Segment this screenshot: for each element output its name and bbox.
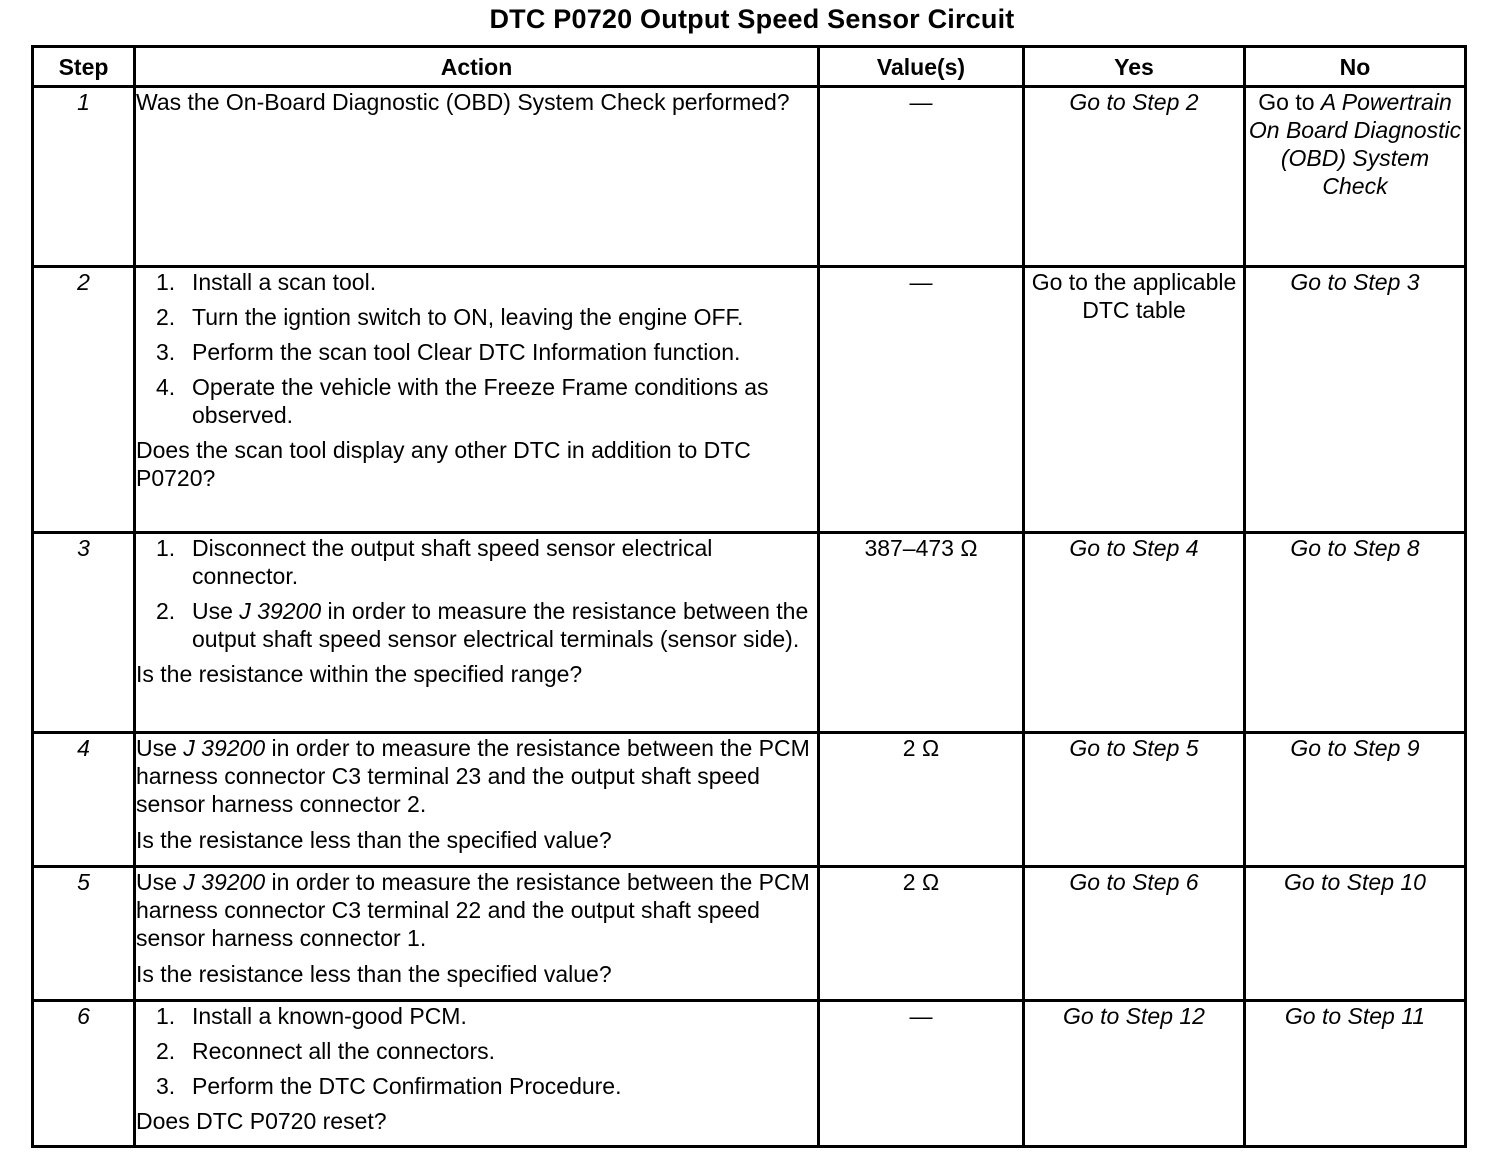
value-cell: — bbox=[819, 87, 1024, 267]
action-cell bbox=[135, 1001, 819, 1147]
tool-reference: J 39200 bbox=[183, 735, 266, 761]
list-item: 1. Install a scan tool. bbox=[156, 269, 377, 295]
value-cell: 387–473 Ω bbox=[819, 533, 1024, 733]
value-cell: 2 Ω bbox=[819, 867, 1024, 1001]
no-cell: Go to Step 11 bbox=[1245, 1001, 1466, 1147]
value-cell: — bbox=[819, 1001, 1024, 1147]
action-instruction: Use J 39200 in order to measure the resistance between the PCM harness connector C3 terminal 22 and the output shaft speed sensor harness connector 1. bbox=[136, 869, 810, 951]
table-row bbox=[33, 267, 1466, 533]
action-cell bbox=[135, 733, 819, 867]
list-item: 1. Install a known-good PCM. bbox=[156, 1003, 467, 1029]
tool-reference: J 39200 bbox=[183, 869, 266, 895]
step-number: 4 bbox=[33, 733, 135, 867]
yes-cell: Go to Step 5 bbox=[1024, 733, 1245, 867]
page-title: DTC P0720 Output Speed Sensor Circuit bbox=[489, 4, 1015, 34]
tool-reference: J 39200 bbox=[239, 598, 322, 624]
yes-cell: Go to Step 6 bbox=[1024, 867, 1245, 1001]
table-row bbox=[33, 1001, 1466, 1147]
header-step: Step bbox=[33, 47, 135, 87]
action-instruction: Use J 39200 in order to measure the resistance between the PCM harness connector C3 terminal 23 and the output shaft speed sensor harness connector 2. bbox=[136, 735, 810, 817]
action-cell bbox=[135, 867, 819, 1001]
table-row bbox=[33, 533, 1466, 733]
no-cell: Go to Step 3 bbox=[1245, 267, 1466, 533]
no-cell bbox=[1245, 87, 1466, 267]
diagnostic-table bbox=[31, 45, 1467, 1148]
list-item: 2. Reconnect all the connectors. bbox=[156, 1038, 496, 1064]
list-item: 2. Use J 39200 in order to measure the resistance between the output shaft speed sensor electrical terminals (sensor side). bbox=[156, 598, 809, 652]
step-number: 1 bbox=[33, 87, 135, 267]
list-item: 1. Disconnect the output shaft speed sensor electrical connector. bbox=[156, 535, 713, 589]
action-steps-list bbox=[136, 1002, 817, 1100]
header-values: Value(s) bbox=[819, 47, 1024, 87]
no-cell: Go to Step 9 bbox=[1245, 733, 1466, 867]
table-row bbox=[33, 87, 1466, 267]
step-number: 5 bbox=[33, 867, 135, 1001]
action-question: Is the resistance within the specified range? bbox=[136, 661, 583, 687]
no-cell: Go to Step 10 bbox=[1245, 867, 1466, 1001]
yes-cell: Go to Step 12 bbox=[1024, 1001, 1245, 1147]
table-row bbox=[33, 733, 1466, 867]
action-question: Is the resistance less than the specified value? bbox=[136, 827, 612, 853]
table-row bbox=[33, 867, 1466, 1001]
yes-cell: Go to Step 4 bbox=[1024, 533, 1245, 733]
action-question: Does DTC P0720 reset? bbox=[136, 1108, 387, 1134]
step-number: 3 bbox=[33, 533, 135, 733]
yes-cell: Go to the applicable DTC table bbox=[1024, 267, 1245, 533]
action-steps-list bbox=[136, 534, 817, 653]
step-number: 6 bbox=[33, 1001, 135, 1147]
no-prefix: Go to bbox=[1258, 89, 1321, 115]
action-question: Is the resistance less than the specified value? bbox=[136, 961, 612, 987]
value-cell: — bbox=[819, 267, 1024, 533]
value-cell: 2 Ω bbox=[819, 733, 1024, 867]
action-cell bbox=[135, 87, 819, 267]
step-number: 2 bbox=[33, 267, 135, 533]
action-cell bbox=[135, 267, 819, 533]
header-yes: Yes bbox=[1024, 47, 1245, 87]
header-no: No bbox=[1245, 47, 1466, 87]
no-cell: Go to Step 8 bbox=[1245, 533, 1466, 733]
no-procedure-link: A Powertrain On Board Diagnostic (OBD) System Check bbox=[1248, 89, 1462, 199]
yes-cell: Go to Step 2 bbox=[1024, 87, 1245, 267]
list-item: 4. Operate the vehicle with the Freeze Frame conditions as observed. bbox=[156, 374, 769, 428]
list-item: 2. Turn the igntion switch to ON, leaving the engine OFF. bbox=[156, 304, 744, 330]
list-item: 3. Perform the DTC Confirmation Procedure. bbox=[156, 1073, 622, 1099]
action-question: Does the scan tool display any other DTC in addition to DTC P0720? bbox=[136, 437, 751, 491]
action-cell bbox=[135, 533, 819, 733]
action-steps-list bbox=[136, 268, 817, 429]
header-row bbox=[33, 47, 1466, 87]
action-question: Was the On-Board Diagnostic (OBD) System Check performed? bbox=[136, 89, 790, 115]
header-action: Action bbox=[135, 47, 819, 87]
list-item: 3. Perform the scan tool Clear DTC Information function. bbox=[156, 339, 741, 365]
